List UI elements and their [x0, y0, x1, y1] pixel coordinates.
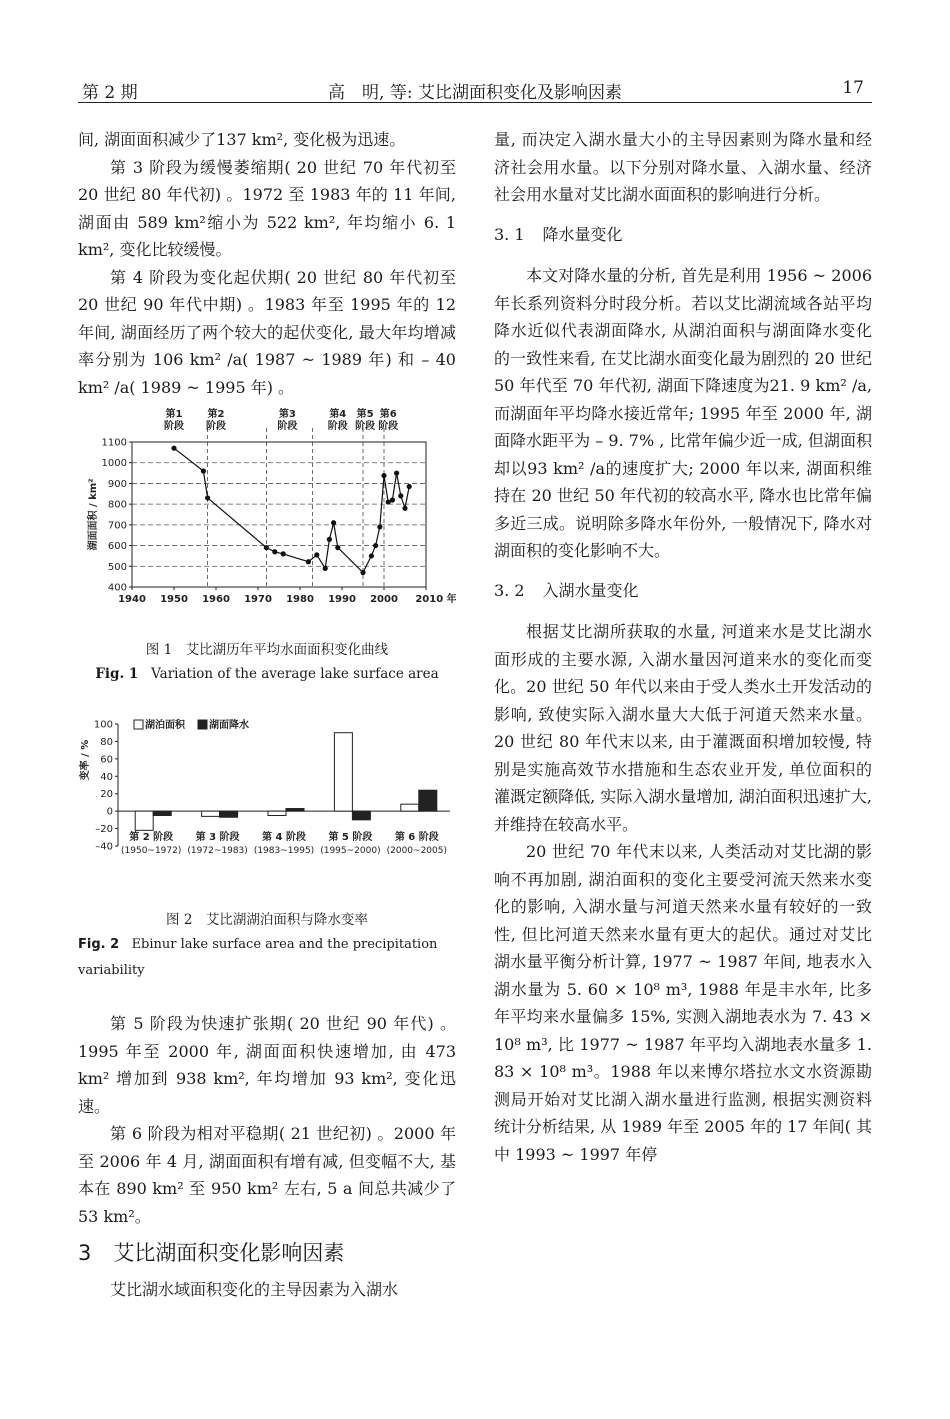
stage-label-sub: 阶段 — [206, 421, 226, 432]
data-point — [314, 552, 319, 557]
legend-swatch-precip — [198, 720, 207, 729]
issue-number: 第 2 期 — [82, 83, 138, 103]
bar-lake-area — [135, 811, 153, 830]
paragraph-stage6: 第 6 阶段为相对平稳期( 21 世纪初) 。2000 年至 2006 年 4 月, 湖面面积有增有减, 但变幅不大, 基本在 890 km² 至 950 km² 左右, 5 a 间总共减少了 53 km²。 — [78, 1124, 456, 1226]
data-point — [394, 470, 399, 475]
stage-label-sub: 阶段 — [355, 421, 376, 432]
running-title: 高 明, 等: 艾比湖面积变化及影响因素 — [328, 83, 622, 103]
figure-2-caption: 图 2 艾比湖湖泊面积与降水变率 — [166, 912, 368, 928]
x-tick-label: 1980 — [286, 594, 314, 605]
stage-label: 第6 — [379, 409, 397, 420]
x-tick-label: 1960 — [202, 594, 230, 605]
data-point — [407, 484, 412, 489]
paragraph-inflow-2: 20 世纪 70 年代末以来, 人类活动对艾比湖的影响不再加剧, 湖泊面积的变化主要受河流天然来水变化的影响, 入湖水量与河道天然来水量有较好的一致性, 但比河道天然来水量有更大的起伏。通过对艾比湖水量平衡分析计算, 1977 ~ 1987 年间, 地表水入湖水量为 5. 60 × 10⁸ m³, 1988 年是丰水年, 比多年平均来水量偏多 15%, 实测入湖地表水为 7. 43 × 10⁸ m³, 比 1977 ~ 1987 年平均入湖地表水量多 1. 83 × 10⁸ m³。1988 年以来博尔塔拉水文水资源勘测局开始对艾比湖入湖水量进行监测, 根据实测资料统计分析结果, 从 1989 年至 2005 年的 17 年间( 其中 1993 ~ 1997 年停 — [494, 842, 872, 1164]
paragraph-stage3: 第 3 阶段为缓慢萎缩期( 20 世纪 70 年代初至 20 世纪 80 年代初) 。1972 至 1983 年的 11 年间, 湖面由 589 km²缩小为 522 km², 年均缩小 6. 1 km², 变化比较缓慢。 — [78, 157, 456, 259]
paragraph: 间, 湖面面积减少了137 km², 变化极为迅速。 — [78, 130, 406, 149]
paragraph: 艾比湖水域面积变化的主导因素为入湖水 — [110, 1279, 399, 1299]
category-period: (1950~1972) — [121, 845, 182, 856]
subsection-3-1-heading — [494, 221, 872, 249]
y-tick-label: 600 — [107, 541, 127, 553]
y-axis-label: 湖面面积 / km² — [88, 478, 99, 551]
section-number: 3 — [78, 1241, 92, 1265]
y-tick-label: 100 — [93, 719, 113, 730]
legend-label: 湖泊面积 — [145, 719, 185, 731]
y-tick-label: 0 — [106, 806, 113, 818]
stage-label-sub: 阶段 — [378, 421, 399, 432]
bar-chart — [78, 712, 456, 878]
data-point — [335, 545, 340, 550]
y-tick-label: 40 — [100, 771, 113, 783]
figure-1-caption-en-text: Variation of the average lake surface area — [151, 665, 439, 682]
bar-lake-area — [334, 732, 352, 810]
data-point — [264, 545, 269, 550]
plot-frame — [132, 442, 426, 587]
bar-precipitation — [286, 808, 304, 811]
y-tick-label: 20 — [100, 788, 113, 800]
left-column — [78, 126, 456, 1303]
stage-label: 第2 — [207, 409, 225, 420]
stage-label: 第4 — [329, 409, 347, 420]
legend-label: 湖面降水 — [209, 719, 249, 731]
data-point — [272, 549, 277, 554]
figure-2-caption-en-text: Ebinur lake surface area and the precipitation variability — [78, 937, 438, 978]
x-tick-label: 2010 年 — [415, 594, 456, 605]
stage-label: 第1 — [165, 409, 183, 420]
paragraph-stage5: 第 5 阶段为快速扩张期( 20 世纪 90 年代) 。1995 年至 2000 年, 湖面面积快速增加, 由 473 km² 增加到 938 km², 年均增加 93 km², 变化迅速。 — [78, 1014, 456, 1116]
bar-lake-area — [202, 811, 220, 816]
figure-1-caption-en — [78, 662, 456, 686]
data-point — [323, 566, 328, 571]
data-point — [171, 446, 176, 451]
y-tick-label: 900 — [107, 478, 127, 490]
data-point — [331, 520, 336, 525]
figure-1-label: Fig. 1 — [95, 665, 139, 682]
y-tick-label: 700 — [107, 520, 127, 532]
y-tick-label: 500 — [107, 561, 127, 573]
figure-1 — [78, 407, 456, 686]
page-number: 17 — [842, 78, 864, 98]
data-point — [369, 553, 374, 558]
bar-precipitation — [352, 811, 370, 820]
subsection-number: 3. 1 — [494, 224, 525, 244]
subsection-3-2-heading — [494, 577, 872, 605]
bar-lake-area — [268, 811, 286, 815]
x-tick-label: 1970 — [244, 594, 272, 605]
data-point — [381, 473, 386, 478]
line-chart — [78, 407, 456, 619]
data-point — [306, 559, 311, 564]
y-tick-label: 800 — [107, 499, 127, 511]
category-label: 第 5 阶段 — [328, 831, 373, 843]
y-tick-label: –20 — [95, 823, 113, 835]
stage-label: 第5 — [356, 409, 374, 420]
running-header — [78, 76, 872, 103]
category-period: (1972~1983) — [187, 845, 248, 856]
y-tick-label: –40 — [95, 841, 113, 852]
bar-precipitation — [419, 790, 437, 811]
data-point — [360, 570, 365, 575]
x-tick-label: 1940 — [118, 594, 146, 605]
data-point — [373, 543, 378, 548]
category-period: (1995~2000) — [320, 845, 381, 856]
bar-precipitation — [220, 811, 238, 817]
y-tick-label: 1100 — [101, 437, 127, 449]
category-period: (2000~2005) — [386, 845, 447, 856]
subsection-number: 3. 2 — [494, 580, 525, 600]
bar-precipitation — [153, 811, 171, 815]
data-point — [327, 537, 332, 542]
category-label: 第 4 阶段 — [262, 831, 306, 843]
paragraph-inflow: 根据艾比湖所获取的水量, 河道来水是艾比湖水面形成的主要水源, 入湖水量因河道来水的变化而变化。20 世纪 50 年代以来由于受人类水土开发活动的影响, 致使实际入湖水量大大低于河道天然来水量。20 世纪 80 年代末以来, 由于灌溉面积增加较慢, 特别是实施高效节水措施和生态农业开发, 单位面积的灌溉定额降低, 实际入湖水量增加, 湖泊面积迅速扩大, 并维持在较高水平。 — [494, 622, 872, 834]
right-column — [494, 126, 872, 1168]
bar-lake-area — [401, 804, 419, 811]
stage-label-sub: 阶段 — [327, 421, 348, 432]
stage-label-sub: 阶段 — [277, 421, 298, 432]
stage-label-sub: 阶段 — [164, 421, 184, 432]
stage-label: 第3 — [278, 409, 296, 420]
category-label: 第 3 阶段 — [195, 831, 240, 843]
paragraph-stage4: 第 4 阶段为变化起伏期( 20 世纪 80 年代初至 20 世纪 90 年代中期) 。1983 年至 1995 年的 12 年间, 湖面经历了两个较大的起伏变化, 最大年均增减率分别为 106 km² /a( 1987 ~ 1989 年) 和 – 40 km² /a( 1989 ~ 1995 年) 。 — [78, 267, 456, 397]
data-point — [201, 468, 206, 473]
figure-2 — [78, 712, 456, 985]
category-period: (1983~1995) — [253, 845, 315, 856]
y-axis-label: 变率 / % — [80, 739, 91, 780]
data-point — [377, 524, 382, 529]
figure-1-caption: 图 1 艾比湖历年平均水面面积变化曲线 — [145, 641, 389, 658]
figure-2-label: Fig. 2 — [78, 937, 120, 952]
subsection-title: 降水量变化 — [542, 224, 623, 244]
y-tick-label: 1000 — [101, 458, 127, 470]
data-point — [390, 497, 395, 502]
data-point — [398, 493, 403, 498]
series-line — [174, 448, 409, 572]
data-point — [281, 551, 286, 556]
category-label: 第 6 阶段 — [394, 831, 439, 843]
data-point — [205, 495, 210, 500]
legend-swatch-area — [134, 720, 143, 729]
section-title: 艾比湖面积变化影响因素 — [113, 1241, 345, 1265]
category-label: 第 2 阶段 — [129, 831, 174, 843]
paragraph: 量, 而决定入湖水量大小的主导因素则为降水量和经济社会用水量。以下分别对降水量、入湖水量、经济社会用水量对艾比湖水面面积的影响进行分析。 — [494, 130, 872, 204]
y-tick-label: 60 — [100, 753, 113, 765]
section-3-heading — [78, 1240, 456, 1268]
figure-2-caption-en — [78, 932, 456, 984]
x-tick-label: 1990 — [328, 594, 356, 605]
paragraph-precipitation: 本文对降水量的分析, 首先是利用 1956 ~ 2006 年长系列资料分时段分析。若以艾比湖流域各站平均降水近似代表湖面降水, 从湖泊面积与湖面降水变化的一致性来看, 在艾比湖水面变化最为剧烈的 20 世纪 50 年代至 70 年代初, 湖面下降速度为21. 9 km² /a, 而湖面年平均降水接近常年; 1995 年至 2000 年, 湖面降水距平为 – 9. 7% , 比常年偏少近一成, 但湖面积却以93 km² /a的速度扩大; 2000 年以来, 湖面积维持在 20 世纪 50 年代初的较高水平, 降水也比常年偏多近三成。说明除多降水年份外, 一般情况下, 降水对湖面积的变化影响不大。 — [494, 266, 872, 560]
x-tick-label: 2000 — [370, 594, 398, 605]
y-tick-label: 400 — [107, 582, 127, 594]
x-tick-label: 1950 — [160, 594, 188, 605]
data-point — [402, 506, 407, 511]
subsection-title: 入湖水量变化 — [542, 580, 639, 600]
y-tick-label: 80 — [100, 736, 113, 748]
